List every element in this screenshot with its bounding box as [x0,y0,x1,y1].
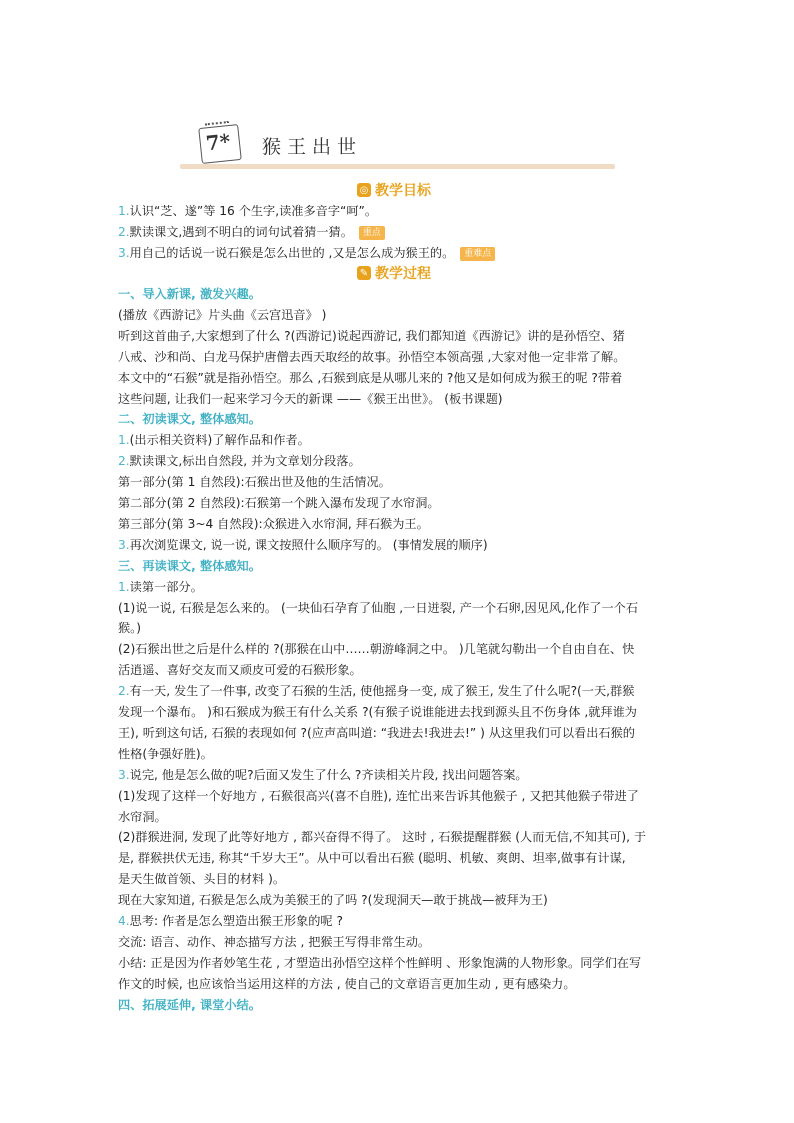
paragraph-line: 性格(争强好胜)。 [118,746,213,761]
paragraph-line: 八戒、沙和尚、白龙马保护唐僧去西天取经的故事。孙悟空本领高强 ,大家对他一定非常了解。 [118,349,626,364]
item-text: (出示相关资料)了解作品和作者。 [129,433,310,448]
lesson-number: 7* [204,128,232,156]
paragraph-line: 听到这首曲子,大家想到了什么 ?(西游记)说起西游记, 我们都知道《西游记》讲的是孙悟空、猪 [118,328,625,343]
item-text: 有一天, 发生了一件事, 改变了石猴的生活, 使他摇身一变, 成了猴王, 发生了什么呢?(一天,群猴 [129,684,635,699]
item-text: 再次浏览课文, 说一说, 课文按照什么顺序写的。 (事情发展的顺序) [129,537,488,552]
goal-number: 1. [118,204,130,218]
goal-number: 3. [118,246,130,260]
item-number: 3. [118,537,130,552]
paragraph-line: 作文的时候, 也应该恰当运用这样的方法 , 使自己的文章语言更加生动 , 更有感染力。 [118,976,576,991]
goal-text: 默读课文,遇到不明白的词句试着猜一猜。 [129,225,353,239]
page-title: 猴王出世 [262,136,363,158]
goal-item [118,223,678,241]
paragraph-line: 交流: 语言、动作、神态描写方法 , 把猴王写得非常生动。 [118,934,431,949]
item-number: 2. [118,454,130,469]
section-heading: 四、拓展延伸, 课堂小结。 [118,997,261,1012]
paragraph-line: (2)石猴出世之后是什么样的 ?(那猴在山中……朝游峰洞之中。 )几笔就勾勒出一个自由自在、快 [118,642,635,657]
paragraph-line: 是天生做首领、头目的材料 )。 [118,872,286,887]
item-number: 3. [118,767,130,782]
item-text: 默读课文,标出自然段, 并为文章划分段落。 [129,454,361,469]
goal-tag: 重难点 [460,247,495,261]
section-heading: 二、初读课文, 整体感知。 [118,412,261,427]
paragraph-line: (1)发现了这样一个好地方 , 石猴很高兴(喜不自胜), 连忙出来告诉其他猴子 , 又把其他猴子带进了 [118,788,639,803]
numbered-item [118,766,678,784]
paragraph-line: 小结: 正是因为作者妙笔生花 , 才塑造出孙悟空这样个性鲜明 、形象饱满的人物形象。同学们在写 [118,955,642,970]
numbered-item [118,431,678,449]
item-text: 说完, 他是怎么做的呢?后面又发生了什么 ?齐读相关片段, 找出问题答案。 [129,767,528,782]
calendar-icon [198,124,242,164]
process-icon: ✎ [357,266,371,280]
paragraph-line: 水帘洞。 [118,809,167,824]
paragraph-line: (播放《西游记》片头曲《云宫迅音》 ) [118,307,327,322]
title-divider [180,164,615,169]
section-goals [357,180,557,200]
item-text: 思考: 作者是怎么塑造出猴王形象的呢 ? [129,914,343,928]
goal-text: 用自己的话说一说石猴是怎么出世的 ,又是怎么成为猴王的。 [129,246,455,260]
item-text: 读第一部分。 [129,579,203,594]
item-number: 1. [118,433,130,448]
numbered-item [118,578,678,596]
goal-item [118,244,678,262]
paragraph-line: 猴。) [118,621,142,636]
goal-item [118,202,678,220]
numbered-item [118,682,678,700]
item-number: 1. [118,579,130,594]
numbered-item [118,912,678,930]
paragraph-line: (1)说一说, 石猴是怎么来的。 (一块仙石孕育了仙胞 ,一日迸裂, 产一个石卵,因见风,化作了一个石 [118,600,639,615]
paragraph-line: 王), 听到这句话, 石猴的表现如何 ?(应声高叫道: “我进去!我进去!” ) 从这里我们可以看出石猴的 [118,725,635,740]
paragraph-line: 活逍遥、喜好交友而又顽皮可爱的石猴形象。 [118,663,362,678]
paragraph-line: 第二部分(第 2 自然段):石猴第一个跳入瀑布发现了水帘洞。 [118,496,440,510]
paragraph-line: 发现一个瀑布。 )和石猴成为猴王有什么关系 ?(有猴子说谁能进去找到源头且不伤身体 ,就拜谁为 [118,705,637,719]
item-number: 4. [118,914,130,928]
section-process-label: 教学过程 [375,266,431,282]
item-number: 2. [118,684,130,699]
paragraph-line: 是, 群猴拱伏无违, 称其“千岁大王”。从中可以看出石猴 (聪明、机敏、爽朗、坦率,做事有计谋, [118,851,626,866]
paragraph-line: 第一部分(第 1 自然段):石猴出世及他的生活情况。 [118,475,391,490]
section-process [357,263,557,283]
target-icon: ◎ [357,183,371,197]
paragraph-line: 这些问题, 让我们一起来学习今天的新课 ——《猴王出世》。 (板书课题) [118,391,503,406]
paragraph-line: 第三部分(第 3~4 自然段):众猴进入水帘洞, 拜石猴为王。 [118,516,429,531]
section-heading: 一、导入新课, 激发兴趣。 [118,287,261,301]
numbered-item [118,536,678,554]
paragraph-line: (2)群猴进洞, 发现了此等好地方 , 都兴奋得不得了。 这时 , 石猴提醒群猴 (人而无信,不知其可), 于 [118,830,647,845]
goal-number: 2. [118,225,130,239]
paragraph-line: 现在大家知道, 石猴是怎么成为美猴王的了吗 ?(发现洞天—敢于挑战—被拜为王) [118,893,548,908]
numbered-item [118,452,678,470]
section-goals-label: 教学目标 [375,183,431,199]
goal-tag: 重点 [359,226,385,240]
paragraph-line: 本文中的“石猴”就是指孙悟空。那么 ,石猴到底是从哪儿来的 ?他又是如何成为猴王的呢 ?带着 [118,370,623,385]
goal-text: 认识“芝、遂”等 16 个生字,读准多音字“呵”。 [129,204,378,218]
section-heading: 三、再读课文, 整体感知。 [118,558,261,573]
